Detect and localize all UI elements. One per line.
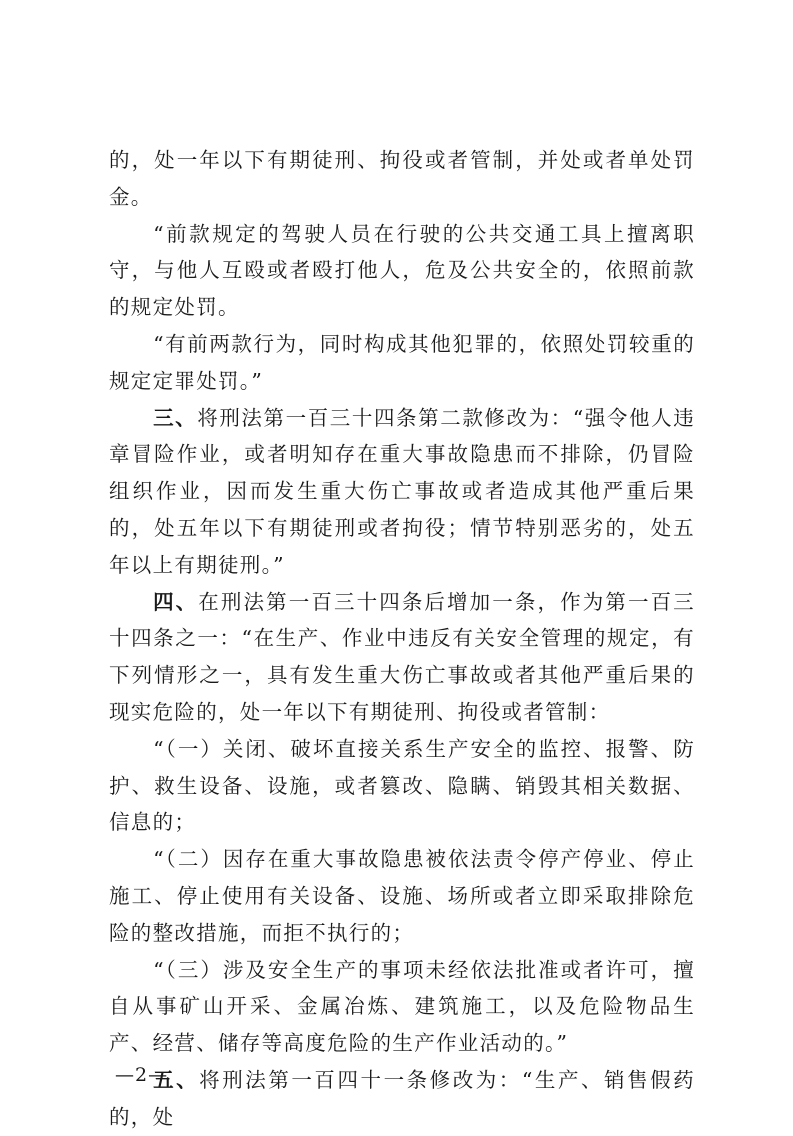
item-number: 三、: [153, 405, 198, 430]
paragraph-item-four: [109, 584, 695, 731]
paragraph-text: 在刑法第一百三十四条后增加一条，作为第一百三十四条之一：“在生产、作业中违反有关安全管理的规定，有下列情形之一，具有发生重大伤亡事故或者其他严重后果的现实危险的，处一年以下有期徒刑、拘役或者管制：: [109, 589, 695, 724]
document-body: [109, 142, 695, 1136]
item-number: 五、: [153, 1067, 200, 1092]
paragraph-other-crimes-clause: [109, 326, 695, 400]
paragraph-subitem-three: [109, 952, 695, 1062]
item-number: 四、: [153, 589, 199, 614]
paragraph-item-three: [109, 400, 695, 584]
paragraph-text: 将刑法第一百三十四条第二款修改为：“强令他人违章冒险作业，或者明知存在重大事故隐患而不排除，仍冒险组织作业，因而发生重大伤亡事故或者造成其他严重后果的，处五年以下有期徒刑或者拘役；情节特别恶劣的，处五年以上有期徒刑。”: [109, 405, 695, 577]
paragraph-text: “（三）涉及安全生产的事项未经依法批准或者许可，擅自从事矿山开采、金属冶炼、建筑施工，以及危险物品生产、经营、储存等高度危险的生产作业活动的。”: [109, 957, 695, 1056]
paragraph-driver-clause: [109, 216, 695, 326]
paragraph-subitem-one: [109, 731, 695, 841]
paragraph-subitem-two: [109, 841, 695, 951]
paragraph-text: “前款规定的驾驶人员在行驶的公共交通工具上擅离职守，与他人互殴或者殴打他人，危及公共安全的，依照前款的规定处罚。: [109, 221, 695, 320]
paragraph-text: “（二）因存在重大事故隐患被依法责令停产停业、停止施工、停止使用有关设备、设施、场所或者立即采取排除危险的整改措施，而拒不执行的；: [109, 847, 695, 945]
paragraph-text: “有前两款行为，同时构成其他犯罪的，依照处罚较重的规定定罪处罚。”: [109, 331, 695, 393]
paragraph-continuation: [109, 142, 695, 216]
paragraph-text: 将刑法第一百四十一条修改为：“生产、销售假药的，处: [109, 1067, 695, 1129]
paragraph-text: 的，处一年以下有期徒刑、拘役或者管制，并处或者单处罚金。: [109, 148, 695, 209]
page-number: —2—: [115, 1064, 169, 1086]
paragraph-text: “（一）关闭、破坏直接关系生产安全的监控、报警、防护、救生设备、设施，或者篡改、隐瞒、销毁其相关数据、信息的；: [109, 736, 695, 835]
paragraph-item-five: [109, 1062, 695, 1136]
